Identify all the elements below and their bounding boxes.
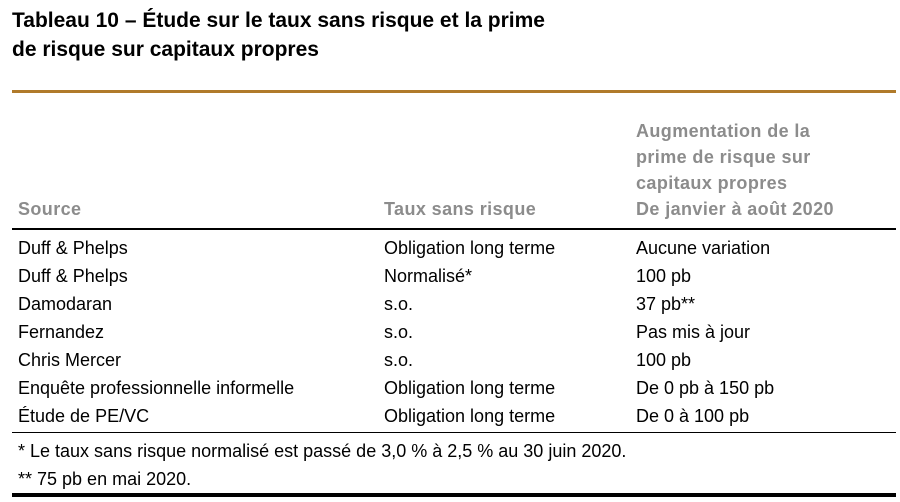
table-row (12, 318, 896, 346)
cell-rate: s.o. (384, 350, 414, 370)
cell-increase: Aucune variation (636, 238, 771, 258)
cell-increase: 37 pb** (636, 294, 696, 314)
column-header-source: Source (18, 199, 82, 219)
column-header-premium-line-4: De janvier à août 2020 (636, 199, 834, 219)
table-row (12, 374, 896, 402)
table-header (12, 112, 896, 224)
cell-rate: Obligation long terme (384, 406, 556, 426)
column-header-premium-line-2: prime de risque sur (636, 147, 811, 167)
column-header-risk-free-rate: Taux sans risque (384, 199, 537, 219)
cell-rate: s.o. (384, 294, 414, 314)
cell-source: Duff & Phelps (18, 266, 128, 286)
cell-rate: Obligation long terme (384, 378, 556, 398)
cell-source: Damodaran (18, 294, 113, 314)
column-header-premium-line-3: capitaux propres (636, 173, 788, 193)
cell-rate: Obligation long terme (384, 238, 556, 258)
table-row (12, 290, 896, 318)
cell-increase: De 0 pb à 150 pb (636, 378, 775, 398)
column-header-premium-line-1: Augmentation de la (636, 121, 811, 141)
cell-source: Duff & Phelps (18, 238, 128, 258)
cell-rate: s.o. (384, 322, 414, 342)
footnote-1: * Le taux sans risque normalisé est passé de 3,0 % à 2,5 % au 30 juin 2020. (18, 441, 627, 461)
table-title-line-2: de risque sur capitaux propres (12, 38, 319, 61)
column-header-premium-increase (636, 118, 834, 222)
cell-increase: 100 pb (636, 350, 692, 370)
cell-increase: Pas mis à jour (636, 322, 751, 342)
table-title (12, 6, 872, 64)
cell-source: Fernandez (18, 322, 105, 342)
cell-source: Chris Mercer (18, 350, 122, 370)
table-row (12, 402, 896, 430)
top-accent-rule (12, 90, 896, 93)
footnotes (18, 437, 888, 493)
table-row (12, 262, 896, 290)
table-title-line-1: Tableau 10 – Étude sur le taux sans risque et la prime (12, 9, 545, 32)
table-row (12, 234, 896, 262)
body-bottom-rule (12, 432, 896, 433)
table-body (12, 234, 896, 430)
table-row (12, 346, 896, 374)
cell-increase: 100 pb (636, 266, 692, 286)
footnote-2: ** 75 pb en mai 2020. (18, 469, 192, 489)
cell-rate: Normalisé* (384, 266, 473, 286)
cell-source: Enquête professionnelle informelle (18, 378, 295, 398)
cell-source: Étude de PE/VC (18, 406, 150, 426)
header-divider-rule (12, 228, 896, 230)
cell-increase: De 0 à 100 pb (636, 406, 750, 426)
table-bottom-rule (12, 493, 896, 497)
